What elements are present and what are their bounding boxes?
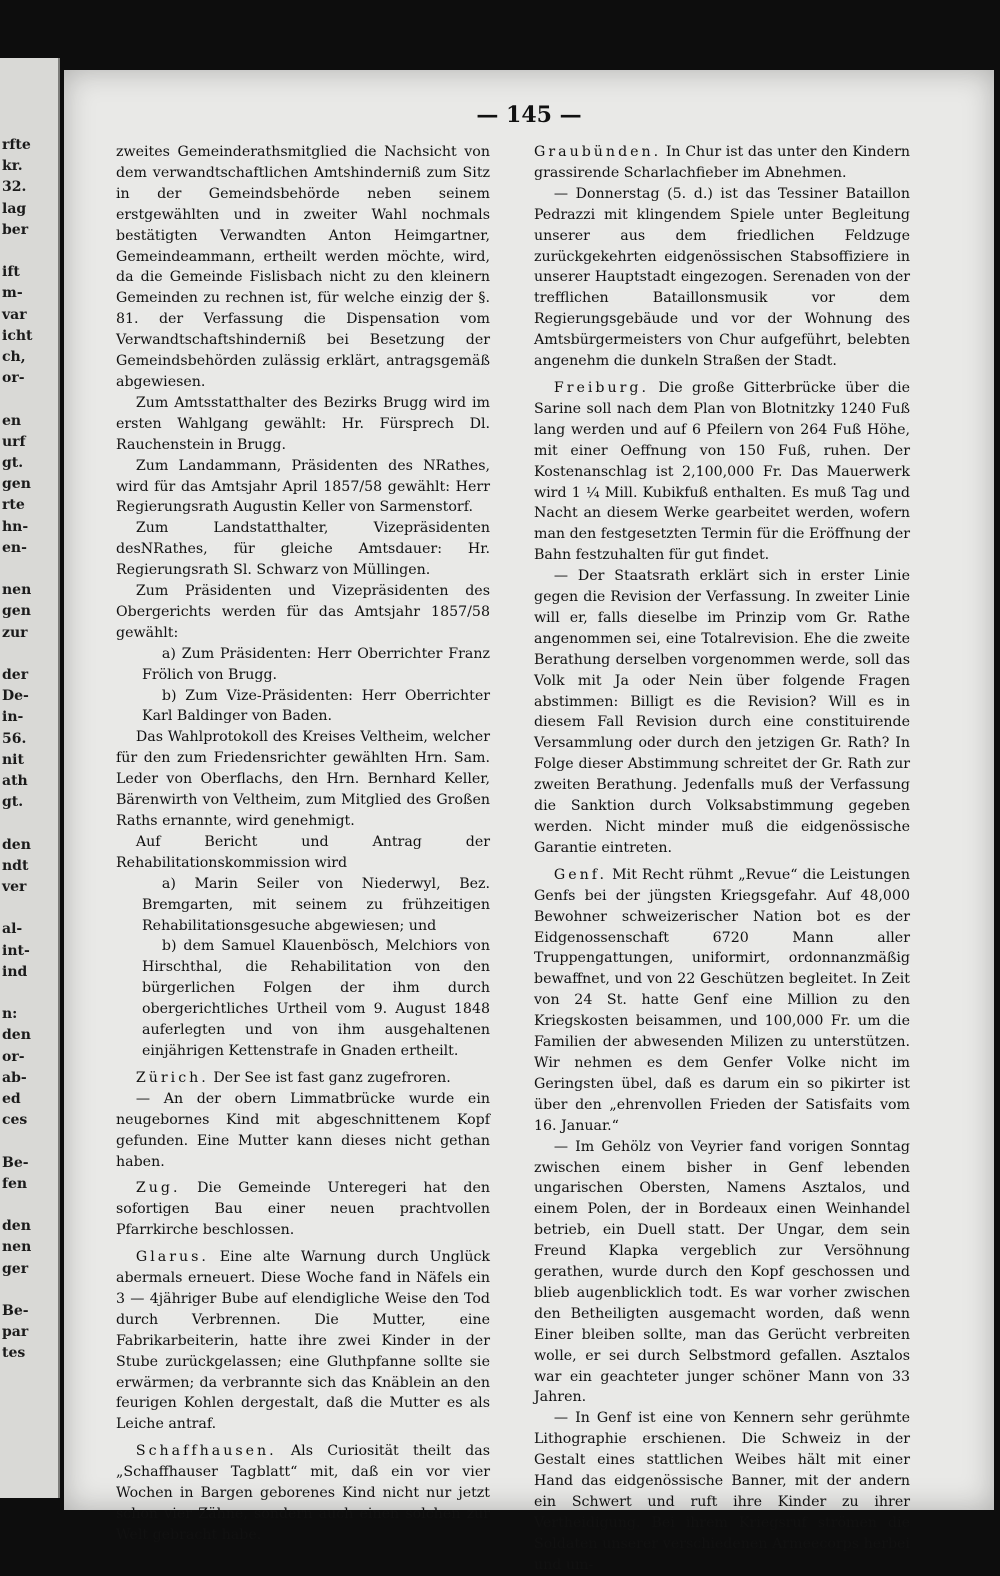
- canton-heading: Genf.: [553, 866, 607, 883]
- margin-fragment: or-: [2, 1048, 25, 1065]
- margin-fragment: tes: [2, 1345, 26, 1362]
- news-item-glarus: Glarus. Eine alte Warnung durch Unglück abermals erneuert. Diese Woche fand in Näfels ein 3 — 4jähriger Bube auf elendigliche Weise den Tod durch Verbrennen. Die Mutter, eine Fabrikarbeiterin, hatte ihre zwei Kinder in der Stube zurückgelassen; eine Gluthpfanne sollte sie erwärmen; da verbrannte sich das Knäblein an den feurigen Kohlen dergestalt, daß die Mutter es als Leiche antraf.: [116, 1249, 491, 1433]
- left-column: [116, 142, 490, 1546]
- paragraph: Zum Präsidenten und Vizepräsidenten des Obergerichts werden für das Amtsjahr 1857/58 gewählt:: [116, 583, 490, 641]
- news-item-zurich: Zürich. Der See ist fast ganz zugefroren.: [135, 1069, 451, 1086]
- margin-fragment: De-: [2, 688, 29, 705]
- list-item: b) dem Samuel Klauenbösch, Melchiors von Hirschthal, die Rehabilitation von den bürgerlichen Folgen der ihm durch obergerichtliches Urtheil vom 9. August 1848 auferlegten und von ihm ausgehaltenen einjährigen Kettenstrafe in Gnaden ertheilt.: [142, 938, 490, 1059]
- paragraph: Zum Landammann, Präsidenten des NRathes, wird für das Amtsjahr April 1857/58 gewählt: Herr Regierungsrath Augustin Keller von Sarmenstorf.: [116, 457, 490, 516]
- margin-fragment: den: [2, 1027, 31, 1044]
- margin-fragment: ind: [2, 963, 28, 980]
- page-number: — 145 —: [476, 102, 582, 128]
- canton-heading: Zug.: [135, 1180, 181, 1197]
- margin-fragment: en: [2, 412, 22, 429]
- margin-fragment: Be-: [2, 1303, 29, 1319]
- paragraph: — In Genf ist eine von Kennern sehr gerühmte Lithographie erschienen. Die Schweiz in der Gestalt eines stattlichen Weibes hält mit einer Hand das eidgenössische Banner, mit der andern ein Schwert und ruft ihre Kinder zu ihrer Vertheidigung. Bei ihrem Kriegsruf strömen die Soldaten unserer verschiedenen Armeecorps herbei und um-: [534, 1410, 910, 1573]
- margin-fragment: ger: [2, 1260, 29, 1277]
- margin-fragment: m-: [2, 285, 23, 302]
- margin-fragment: gt.: [2, 794, 24, 811]
- list-item: a) Zum Präsidenten: Herr Oberrichter Franz Frölich von Brugg.: [142, 645, 490, 683]
- margin-fragment: nit: [2, 751, 24, 768]
- margin-fragment: ed: [2, 1091, 21, 1107]
- margin-fragment: ch,: [2, 349, 26, 365]
- margin-fragment: nen: [2, 1239, 32, 1256]
- adjacent-page-edge: [0, 58, 60, 1498]
- paragraph: — An der obern Limmatbrücke wurde ein neugebornes Kind mit abgeschnittenem Kopf gefunden. Eine Mutter kann dieses nicht gethan haben.: [116, 1090, 490, 1170]
- margin-fragment: n:: [2, 1006, 18, 1023]
- margin-fragment: ath: [2, 773, 28, 789]
- margin-fragment: den: [2, 836, 31, 853]
- news-item-zug: Zug. Die Gemeinde Unteregeri hat den sofortigen Bau einer neuen prachtvollen Pfarrkirche beschlossen.: [116, 1180, 490, 1239]
- margin-fragment: lag: [2, 200, 27, 217]
- canton-heading: Zürich.: [135, 1069, 209, 1086]
- margin-fragment: al-: [2, 921, 23, 938]
- margin-fragment: ver: [2, 879, 27, 895]
- margin-fragment: par: [2, 1324, 29, 1341]
- margin-fragment: rte: [2, 497, 25, 514]
- margin-fragment: hn-: [2, 518, 29, 535]
- margin-fragment: rfte: [2, 137, 31, 153]
- list-item: b) Zum Vize-Präsidenten: Herr Oberrichter Karl Baldinger von Baden.: [142, 687, 490, 725]
- paragraph: — Im Gehölz von Veyrier fand vorigen Sonntag zwischen einem bisher in Genf lebenden ungarischen Obersten, Namens Asztalos, und einem Polen, der in Bordeaux einen Weinhandel betrieb, ein Duell statt. Der Ungar, dem sein Freund Klapka vergeblich zur Versöhnung gerathen, wurde durch den Kopf geschossen und blieb augenblicklich todt. Es war vorher zwischen den Betheiligten ausgemacht worden, daß wenn Einer bleiben sollte, man das Gerücht verbreiten wolle, er sei durch Selbstmord gefallen. Asztalos war ein geachteter junger schöner Mann von 33 Jahren.: [534, 1138, 910, 1406]
- margin-fragment: or-: [2, 370, 25, 387]
- news-item-genf: Genf. Mit Recht rühmt „Revue“ die Leistungen Genfs bei der jüngsten Kriegsgefahr. Auf 48,000 Bewohner schweizerischer Nation bot es der Eidgenossenschaft 6720 Mann aller Truppengattungen, uniformirt, ordonnanzmäßig bewaffnet, und von 22 Geschützen begleitet. In Zeit von 24 St. hatte Genf eine Million zu den Kriegskosten beisammen, und 100,000 Fr. um die Familien der abwesenden Milizen zu unterstützen. Wir nehmen es dem Genfer Volke nicht im Geringsten übel, daß es darum ein so pikirter ist über den „ehrenvollen Frieden der Satisfaits vom 16. Januar.“: [534, 866, 910, 1134]
- margin-fragment: urf: [2, 433, 26, 450]
- margin-fragment: in-: [2, 709, 24, 726]
- margin-fragment: ab-: [2, 1069, 27, 1086]
- canton-heading: Schaffhausen.: [135, 1443, 277, 1460]
- margin-fragment: ndt: [2, 857, 29, 874]
- paragraph: Zum Amtsstatthalter des Bezirks Brugg wird im ersten Wahlgang gewählt: Hr. Fürsprech Dl. Rauchenstein in Brugg.: [116, 394, 490, 453]
- newspaper-page: [64, 70, 994, 1573]
- canton-heading: Graubünden.: [534, 144, 662, 160]
- margin-fragment: der: [2, 667, 29, 683]
- right-column: [534, 142, 910, 1576]
- margin-fragment: fen: [2, 1175, 28, 1192]
- margin-fragment: 56.: [2, 730, 27, 747]
- paragraph: Das Wahlprotokoll des Kreises Veltheim, welcher für den zum Friedensrichter gewählten Hrn. Sam. Leder von Oberflachs, den Hrn. Bernhard Keller, Bärenwirth von Veltheim, zum Mitglied des Großen Raths ernannte, wird genehmigt.: [116, 729, 490, 829]
- paragraph: Auf Bericht und Antrag der Rehabilitationskommission wird: [116, 833, 490, 871]
- news-item-freiburg: Freiburg. Die große Gitterbrücke über die Sarine soll nach dem Plan von Blotnitzky 1240 Fuß lang werden und auf 6 Pfeilern von 264 Fuß Höhe, mit einer Oeffnung von 150 Fuß, ruhen. Der Kostenanschlag ist 2,100,000 Fr. Das Mauerwerk wird 1 ¼ Mill. Kubikfuß enthalten. Es muß Tag und Nacht an diesem Werke gearbeitet werden, wofern man den festgesetzten Termin für die Eröffnung der Bahn festzuhalten für gut findet.: [534, 379, 911, 564]
- news-item-graubuenden: Graubünden. In Chur ist das unter den Kindern grassirende Scharlachfieber im Abnehmen.: [534, 144, 910, 181]
- margin-fragment: ces: [2, 1112, 28, 1129]
- margin-fragment: icht: [2, 327, 33, 344]
- canton-heading: Freiburg.: [553, 379, 650, 396]
- margin-fragment: den: [2, 1218, 31, 1235]
- canton-heading: Glarus.: [135, 1249, 209, 1266]
- margin-fragment: Be-: [2, 1154, 29, 1171]
- paragraph: — Donnerstag (5. d.) ist das Tessiner Bataillon Pedrazzi mit klingendem Spiele unter Begleitung unserer aus dem friedlichen Feldzuge zurückgekehrten eidgenössischen Stabsoffiziere in unserer Hauptstadt eingezogen. Serenaden von der trefflichen Bataillonsmusik vor dem Regierungsgebäude und vor der Wohnung des Amtsbürgermeisters von Chur aufgeführt, belebten angenehm die dunkeln Straßen der Stadt.: [534, 185, 910, 370]
- margin-fragment: gen: [2, 603, 31, 620]
- margin-fragment: ift: [2, 264, 20, 281]
- margin-fragment: zur: [2, 624, 28, 641]
- paragraph: Zum Landstatthalter, Vizepräsidenten desNRathes, für gleiche Amtsdauer: Hr. Regierungsrath Sl. Schwarz von Müllingen.: [116, 520, 490, 579]
- margin-fragment: ber: [2, 221, 29, 238]
- list-item: a) Marin Seiler von Niederwyl, Bez. Bremgarten, mit seinem zu frühzeitigen Rehabilitationsgesuche abgewiesen; und: [142, 875, 490, 934]
- margin-fragment: var: [2, 306, 27, 323]
- paragraph: — Der Staatsrath erklärt sich in erster Linie gegen die Revision der Verfassung. In zweiter Linie will er, falls dieselbe im Prinzip vom Gr. Rathe angenommen sei, eine Totalrevision. Ehe die zweite Berathung derselben vorgenommen werde, soll das Volk mit Ja oder Nein über folgende Fragen abstimmen: Billigt es die Revision? Will es in diesem Fall Revision durch eine constituirende Versammlung oder durch den jetzigen Gr. Rath? In Folge dieser Abstimmung schreitet der Gr. Rath zur zweiten Berathung. Jedenfalls muß der Verfassung die Sanktion durch Volksabstimmung gegeben werden. Nicht minder muß die eidgenössische Garantie eintreten.: [534, 568, 910, 856]
- paragraph: zweites Gemeinderathsmitglied die Nachsicht von dem verwandtschaftlichen Amtshinderniß zum Sitz in der Gemeindsbehörde neben seinem erstgewählten und in zweiter Wahl nochmals bestätigten Verwandten Anton Heimgartner, Gemeindeammann, ertheilt werden möchte, wird, da die Gemeinde Fislisbach nicht zu den kleinern Gemeinden zu rechnen ist, für welche einzig der §. 81. der Verfassung die Dispensation vom Verwandtschaftshinderniß bei Besetzung der Gemeindsbehörden zulässig erklärt, antragsgemäß abgewiesen.: [116, 144, 490, 390]
- margin-fragment: int-: [2, 942, 30, 959]
- margin-fragment: gen: [2, 476, 31, 493]
- margin-fragment: 32.: [2, 179, 27, 196]
- margin-fragment: kr.: [2, 158, 23, 175]
- margin-fragment: en-: [2, 539, 27, 556]
- margin-fragment: nen: [2, 582, 32, 599]
- news-item-schaffhausen: Schaffhausen. Als Curiosität theilt das „Schaffhauser Tagblatt“ mit, daß ein vor vier Wochen in Bargen geborenes Kind nicht nur jetzt schon vier Zähne, sondern auch einen solchen zur Welt gebracht habe.: [116, 1443, 490, 1543]
- margin-fragment: gt.: [2, 455, 24, 471]
